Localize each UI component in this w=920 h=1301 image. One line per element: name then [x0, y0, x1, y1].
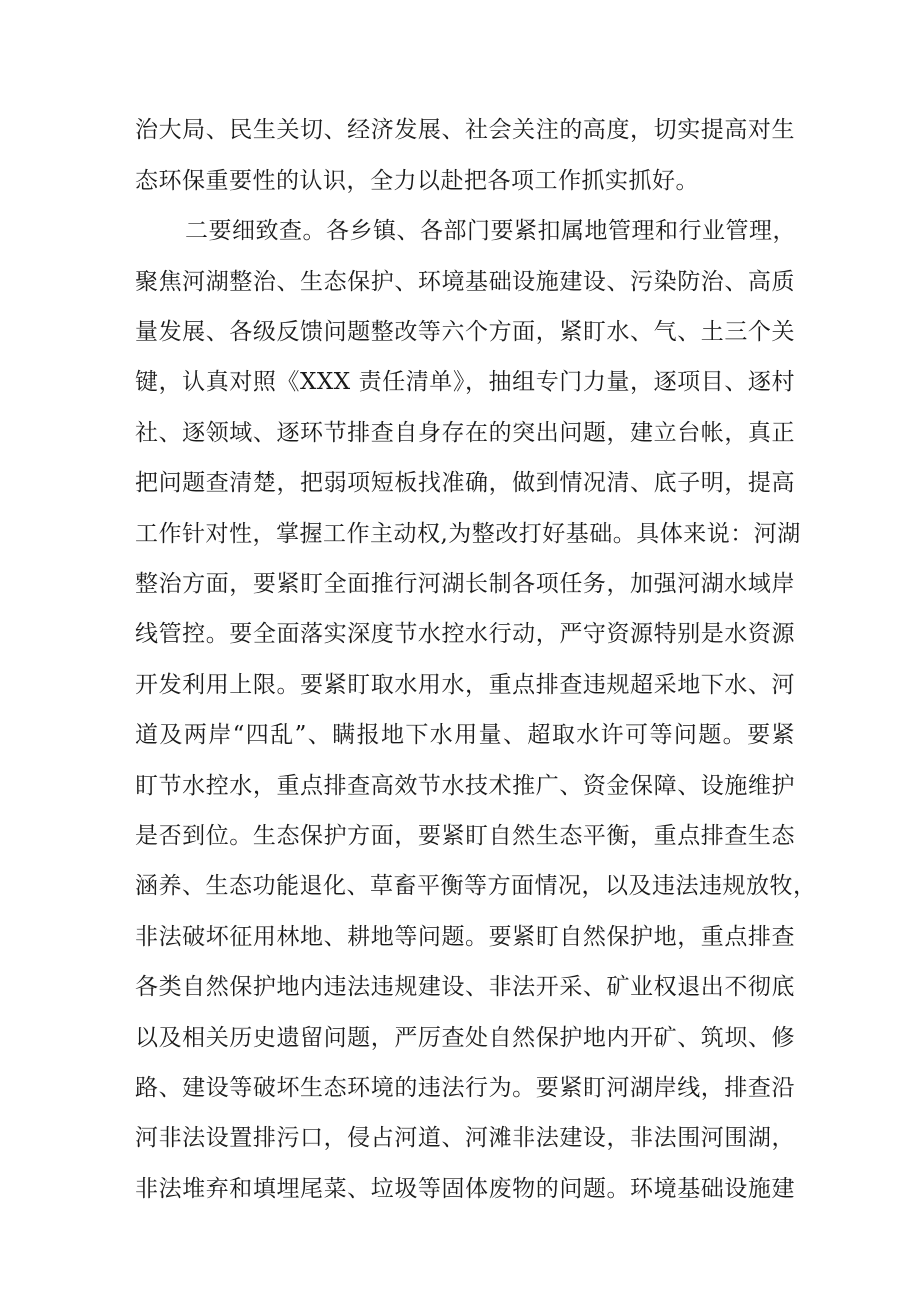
paragraph-line: 把问题查清楚，把弱项短板找准确，做到情况清、底子明，提高: [135, 470, 795, 496]
paragraph-line: 线管控。要全面落实深度节水控水行动，严守资源特别是水资源: [135, 621, 795, 647]
paragraph-line: 涵养、生态功能退化、草畜平衡等方面情况，以及违法违规放牧，: [135, 873, 817, 899]
paragraph-line: 各类自然保护地内违法违规建设、非法开采、矿业权退出不彻底: [135, 974, 795, 1000]
paragraph-line: 量发展、各级反馈问题整改等六个方面，紧盯水、气、土三个关: [135, 319, 795, 345]
paragraph-line: 整治方面，要紧盯全面推行河湖长制各项任务，加强河湖水域岸: [135, 571, 795, 597]
paragraph-line: 二要细致查。各乡镇、各部门要紧扣属地管理和行业管理，: [185, 218, 796, 244]
paragraph-line: 开发利用上限。要紧盯取水用水，重点排查违规超采地下水、河: [135, 672, 795, 698]
paragraph-line: 盯节水控水，重点排查高效节水技术推广、资金保障、设施维护: [135, 773, 795, 799]
paragraph-line: 非法破坏征用林地、耕地等问题。要紧盯自然保护地，重点排查: [135, 924, 795, 950]
paragraph-line: 路、建设等破坏生态环境的违法行为。要紧盯河湖岸线，排查沿: [135, 1075, 795, 1101]
paragraph-line: 以及相关历史遗留问题，严厉查处自然保护地内开矿、筑坝、修: [135, 1025, 795, 1051]
paragraph-line: 非法堆弃和填埋尾菜、垃圾等固体废物的问题。环境基础设施建: [135, 1176, 795, 1202]
paragraph-line: 社、逐领域、逐环节排查自身存在的突出问题，建立台帐，真正: [135, 420, 795, 446]
paragraph-line: 键，认真对照《XXX 责任清单》，抽组专门力量，逐项目、逐村: [135, 369, 795, 395]
paragraph-line: 是否到位。生态保护方面，要紧盯自然生态平衡，重点排查生态: [135, 823, 795, 849]
paragraph-line: 工作针对性，掌握工作主动权,为整改打好基础。具体来说：河湖: [135, 521, 801, 547]
paragraph-line: 聚焦河湖整治、生态保护、环境基础设施建设、污染防治、高质: [135, 269, 795, 295]
paragraph-line: 河非法设置排污口，侵占河道、河滩非法建设，非法围河围湖，: [135, 1125, 795, 1151]
paragraph-line: 治大局、民生关切、经济发展、社会关注的高度，切实提高对生: [135, 117, 795, 143]
paragraph-line: 态环保重要性的认识，全力以赴把各项工作抓实抓好。: [135, 168, 699, 194]
paragraph-line: 道及两岸“四乱”、瞒报地下水用量、超取水许可等问题。要紧: [135, 722, 795, 748]
